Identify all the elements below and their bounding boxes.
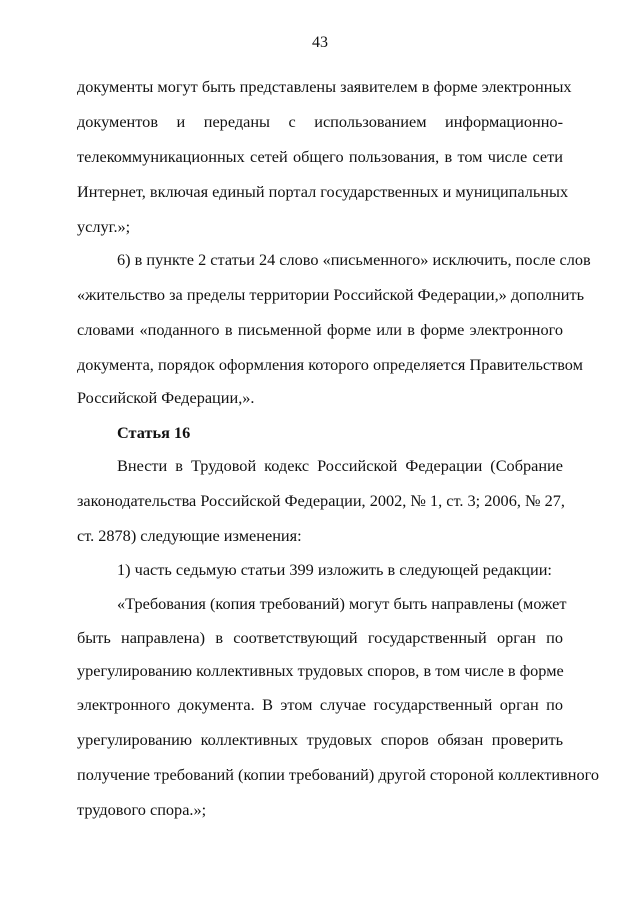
text-line: урегулированию коллективных трудовых споров обязан проверить (77, 730, 563, 749)
text-line: законодательства Российской Федерации, 2002, № 1, ст. 3; 2006, № 27, (77, 491, 565, 510)
text-line: быть направлена) в соответствующий государственный орган по (77, 628, 563, 647)
text-line: документы могут быть представлены заявителем в форме электронных (77, 77, 572, 96)
page-number: 43 (312, 34, 328, 51)
text-line: словами «поданного в письменной форме или в форме электронного (77, 320, 563, 339)
article-heading: Статья 16 (117, 423, 191, 442)
text-line: 6) в пункте 2 статьи 24 слово «письменного» исключить, после слов (117, 250, 591, 269)
text-line: урегулированию коллективных трудовых споров, в том числе в форме (77, 661, 564, 680)
text-line: Российской Федерации,». (77, 388, 255, 407)
text-line: получение требований (копии требований) другой стороной коллективного (77, 765, 600, 784)
text-line: документа, порядок оформления которого определяется Правительством (77, 355, 583, 374)
text-line: Внести в Трудовой кодекс Российской Федерации (Собрание (117, 456, 563, 475)
text-line: ст. 2878) следующие изменения: (77, 526, 302, 545)
text-line: услуг.»; (77, 217, 131, 236)
text-line: телекоммуникационных сетей общего пользования, в том числе сети (77, 147, 563, 166)
text-line: Интернет, включая единый портал государственных и муниципальных (77, 182, 569, 201)
text-line: электронного документа. В этом случае государственный орган по (77, 695, 563, 714)
text-line: трудового спора.»; (77, 800, 207, 819)
text-line: «жительство за пределы территории Российской Федерации,» дополнить (77, 285, 585, 304)
text-line: «Требования (копия требований) могут быть направлены (может (117, 594, 567, 613)
text-line: документов и переданы с использованием информационно- (77, 112, 563, 131)
text-line: 1) часть седьмую статьи 399 изложить в следующей редакции: (117, 560, 552, 579)
